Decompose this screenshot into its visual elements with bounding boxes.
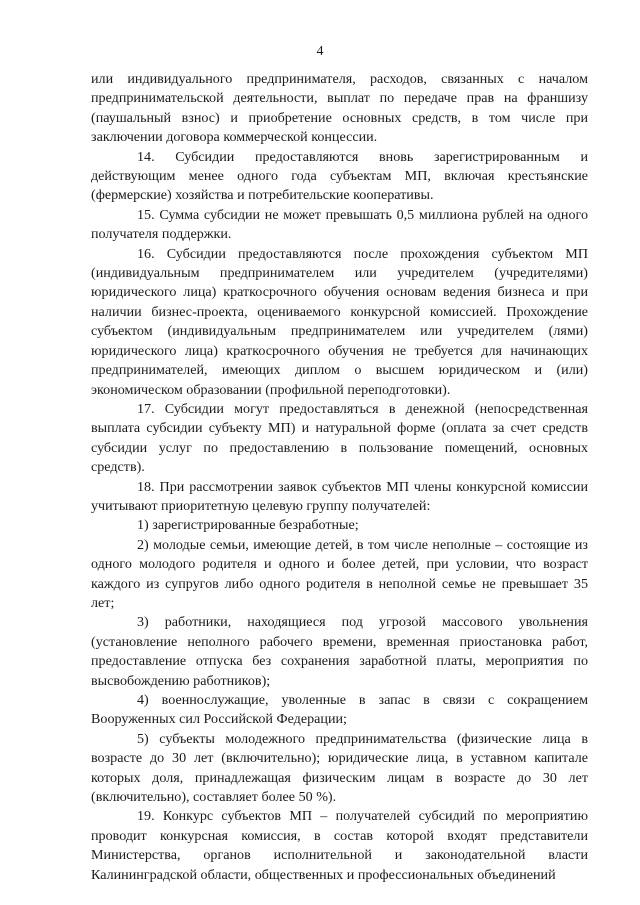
list-item-4: 4) военнослужащие, уволенные в запас в связи с сокращением Вооруженных сил Российской Федерации;	[91, 692, 588, 728]
list-item-3: 3) работники, находящиеся под угрозой массового увольнения (установление неполного рабочего времени, временная приостановка работ, предоставление отпуска без сохранения заработной платы, мероприятия по высвобождению работников);	[91, 614, 588, 689]
paragraph-continuation: или индивидуального предпринимателя, расходов, связанных с началом предпринимательской деятельности, выплат по передаче прав на франшизу (паушальный взнос) и приобретение основных средств, в том числе при заключении договора коммерческой концессии.	[91, 71, 588, 146]
list-item-2: 2) молодые семьи, имеющие детей, в том числе неполные – состоящие из одного молодого родителя и одного и более детей, при условии, что возраст каждого из супругов либо одного родителя в неполной семье не превышает 35 лет;	[91, 536, 588, 611]
list-item-5: 5) субъекты молодежного предпринимательства (физические лица в возрасте до 30 лет (включительно); юридические лица, в уставном капитале которых доля, принадлежащая физическим лицам в возрасте до 30 лет (включительно), составляет более 50 %).	[91, 730, 588, 806]
list-item-1: 1) зарегистрированные безработные;	[137, 517, 359, 534]
page-number: 4	[316, 44, 324, 59]
paragraph-19: 19. Конкурс субъектов МП – получателей субсидий по мероприятию проводит конкурсная комиссия, в состав которой входят представители Министерства, органов исполнительной и законодательной власти Калининградской области, общественных и профессиональных объединений	[91, 808, 588, 883]
paragraph-16: 16. Субсидии предоставляются после прохождения субъектом МП (индивидуальным предпринимателем или учредителем (учредителями) юридического лица) краткосрочного обучения основам ведения бизнеса и при наличии бизнес-проекта, оцениваемого конкурсной комиссией. Прохождение субъектом (индивидуальным предпринимателем или учредителем (лями) юридического лица) краткосрочного обучения не требуется для начинающих предпринимателей, имеющих диплом о высшем юридическом и (или) экономическом образовании (профильной переподготовки).	[91, 245, 588, 398]
paragraph-18: 18. При рассмотрении заявок субъектов МП члены конкурсной комиссии учитывают приоритетную целевую группу получателей:	[91, 478, 588, 514]
paragraph-17: 17. Субсидии могут предоставляться в денежной (непосредственная выплата субсидии субъекту МП) и натуральной форме (оплата за счет средств субсидии услуг по предоставлению в пользование помещений, основных средств).	[91, 400, 588, 476]
document-body	[91, 70, 588, 885]
paragraph-15: 15. Сумма субсидии не может превышать 0,5 миллиона рублей на одного получателя поддержки.	[91, 206, 588, 243]
paragraph-14: 14. Субсидии предоставляются вновь зарегистрированным и действующим менее одного года субъектам МП, включая крестьянские (фермерские) хозяйства и потребительские кооперативы.	[91, 148, 588, 204]
